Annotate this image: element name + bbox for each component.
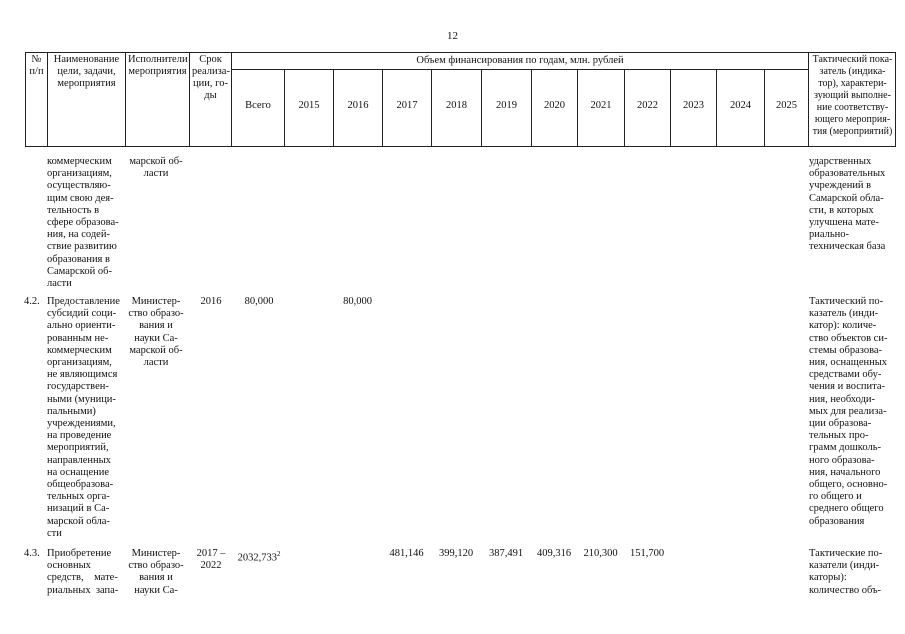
row-value-2019: 387,491	[488, 548, 524, 559]
row-indicator: Тактические по- казатели (инди- каторы): количество объ-	[809, 548, 883, 596]
row-value-2017: 481,146	[389, 548, 424, 559]
table-header	[25, 52, 896, 147]
row-term: 2016	[200, 296, 222, 307]
header-term: Срок реализа- ции, го- ды	[189, 52, 231, 147]
header-executors: Исполнители мероприятия	[125, 52, 189, 147]
header-year-2017: 2017	[382, 69, 431, 147]
header-total: Всего	[231, 69, 284, 147]
row-number: 4.3.	[24, 548, 40, 559]
row-executor: Министер- ство образо- вания и науки Са- марской об- ласти	[128, 296, 184, 369]
row-term: 2017 – 2022	[196, 548, 226, 572]
row-executor: марской об- ласти	[129, 156, 183, 180]
header-num: № п/п	[25, 52, 47, 147]
header-year-2018: 2018	[431, 69, 481, 147]
row-indicator: Тактический по- казатель (инди- катор): количе- ство объектов си- стемы образова- ния, оснащенных средствами обу- чения и воспита- ния, необходи- мых для реализа- ции образова- тельных про- грамм дошколь- ного образова- ния, начального общего, основно- го общего и среднего общего образования	[809, 296, 888, 527]
row-value-2021: 210,300	[583, 548, 618, 559]
header-indicator: Тактический пока- затель (индика- тор), характери- зующий выполне- ние соответству- ющего мероприя- тия (мероприятий)	[808, 52, 896, 147]
row-executor: Министер- ство образо- вания и науки Са-	[128, 548, 184, 596]
row-name: Приобретение основных средств, мате- риальных запа-	[47, 548, 119, 596]
header-year-2019: 2019	[481, 69, 531, 147]
header-year-2025: 2025	[764, 69, 808, 147]
row-total: 80,000	[244, 296, 274, 307]
header-year-2023: 2023	[670, 69, 716, 147]
row-indicator: ударственных образовательных учреждений в Самарской обла- сти, в которых улучшена мате- риально- техническая база	[809, 156, 886, 253]
page-number: 12	[447, 30, 458, 42]
header-year-2024: 2024	[716, 69, 764, 147]
header-financing: Объем финансирования по годам, млн. рублей	[231, 52, 808, 69]
header-year-2020: 2020	[531, 69, 577, 147]
row-value-2018: 399,120	[438, 548, 474, 559]
header-year-2022: 2022	[624, 69, 670, 147]
row-value-2020: 409,316	[536, 548, 572, 559]
row-number: 4.2.	[24, 296, 40, 307]
row-value-2022: 151,700	[629, 548, 665, 559]
header-year-2016: 2016	[333, 69, 382, 147]
row-name: коммерческим организациям, осуществляю- щим свою дея- тельность в сфере образова- ния, на содей- ствие развитию образования в Самарской об- ласти	[47, 156, 119, 290]
row-total: 2032,733$^2$	[237, 550, 281, 564]
header-year-2015: 2015	[284, 69, 333, 147]
row-total-footnote: 2	[276, 550, 281, 558]
row-name: Предоставление субсидий соци- ально ориенти- рованным не- коммерческим организациям, не являющимся государствен- ными (муници- пальными) учреждениями, на проведение мероприятий, направленных на оснащение общеобразова- тельных орга- низаций в Са- марской обла- сти	[47, 296, 120, 539]
row-value-2016: 80,000	[343, 296, 372, 307]
header-name: Наименование цели, задачи, мероприятия	[47, 52, 125, 147]
header-year-2021: 2021	[577, 69, 624, 147]
